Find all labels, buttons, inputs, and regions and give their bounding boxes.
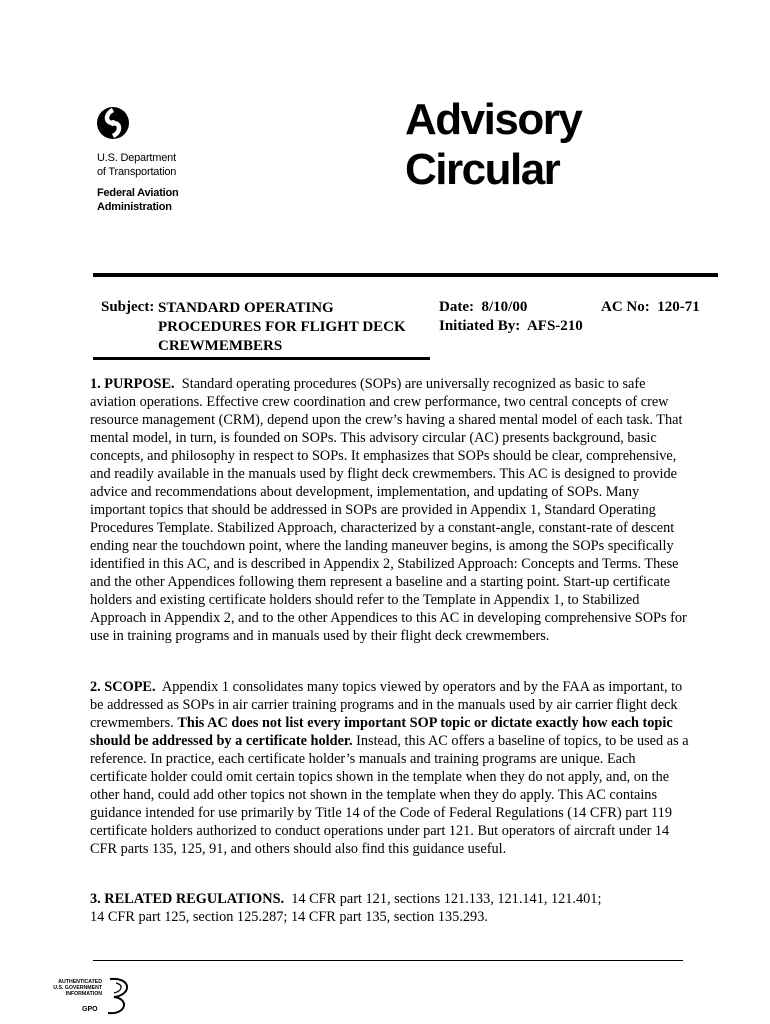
department-line-1: U.S. Department [97,152,176,164]
header-divider [93,273,718,277]
purpose-paragraph [90,375,690,645]
scope-text-before: Appendix 1 consolidates many topics viewed by operators and by the FAA as important, to be addressed as SOPs in air carrier training programs and in the manuals used by air carrier flight deck crewmembers. [90,679,683,731]
gpo-line-3: INFORMATION [65,991,102,998]
ac-number-field [601,299,700,316]
dot-logo-icon [95,104,131,142]
subject-line-2: PROCEDURES FOR FLIGHT DECK [158,319,406,335]
subject-label: Subject: [101,299,155,315]
subject-divider [93,357,430,360]
subject-text [158,299,418,356]
document-type-title [405,95,581,195]
date-label: Date: [439,299,474,315]
document-type-line-1: Advisory [405,95,582,144]
scope-text-bold: This AC does not list every important SOP topic or dictate exactly how each topic should be addressed by a certificate holder. [90,715,673,749]
subject-line-3: CREWMEMBERS [158,338,283,354]
gpo-mark: GPO [82,1006,98,1013]
scope-text-after: Instead, this AC offers a baseline of topics, to be used as a reference. In practice, each certificate holder’s manuals and training programs are unique. Each certificate holder could omit certain topics shown in the template when they do not apply, and, on the other hand, could add other topics not shown in the template when they do apply. This AC contains guidance intended for use primarily by Title 14 of the Code of Federal Regulations (14 CFR) part 119 certificate holders authorized to conduct operations under part 121. But operators of aircraft under 14 CFR parts 135, 125, 91, and others should also find this guidance useful. [90,733,689,857]
gpo-authentication-text [40,979,102,998]
regulations-heading: 3. RELATED REGULATIONS. [90,891,285,907]
agency-line-2: Administration [97,201,172,213]
initiated-by-field [439,318,583,335]
date-value: 8/10/00 [481,299,528,315]
ac-number-value: 120-71 [657,299,700,315]
subject-line-1: STANDARD OPERATING [158,300,334,316]
date-field [439,299,527,316]
footer-divider [93,960,683,961]
ac-number-label: AC No: [601,299,650,315]
initiated-value: AFS-210 [526,318,583,334]
agency-line-1: Federal Aviation [97,187,179,199]
scope-paragraph [90,678,690,858]
regulations-paragraph [90,890,690,926]
gpo-line-2: U.S. GOVERNMENT [53,985,102,992]
scope-heading: 2. SCOPE. [90,679,156,695]
regulations-line-2: 14 CFR part 125, section 125.287; 14 CFR part 135, section 135.293. [90,909,488,925]
department-name [97,151,176,179]
purpose-text: Standard operating procedures (SOPs) are universally recognized as basic to safe aviation operations. Effective crew coordination and crew performance, two central concepts of crew resource management (CRM), depend upon the crew’s having a shared mental model of each task. That mental model, in turn, is founded on SOPs. This advisory circular (AC) presents background, basic concepts, and philosophy in respect to SOPs. It emphasizes that SOPs should be clear, comprehensive, and readily available in the manuals used by flight deck crewmembers. This AC is designed to provide advice and recommendations about development, implementation, and updating of SOPs. Many important topics that should be addressed in SOPs are provided in Appendix 1, Standard Operating Procedures Template. Stabilized Approach, characterized by a constant-angle, constant-rate of descent ending near the touchdown point, where the landing maneuver begins, is among the SOPs specifically identified in this AC, and is described in Appendix 2, Stabilized Approach: Concepts and Terms. These and the other Appendices following them represent a baseline and a starting point. Start-up certificate holders and existing certificate holders should refer to the Template in Appendix 1, to Stabilized Approach in Appendix 2, and to the other Appendices to this AC in developing comprehensive SOPs for use in training programs and in manuals used by their flight deck crewmembers. [90,376,687,644]
regulations-line-1: 14 CFR part 121, sections 121.133, 121.141, 121.401; [291,891,602,907]
gpo-line-1: AUTHENTICATED [58,979,102,985]
document-type-line-2: Circular [405,145,560,194]
agency-name [97,186,179,214]
purpose-heading: 1. PURPOSE. [90,376,175,392]
department-line-2: of Transportation [97,166,177,178]
initiated-label: Initiated By: [439,318,521,334]
